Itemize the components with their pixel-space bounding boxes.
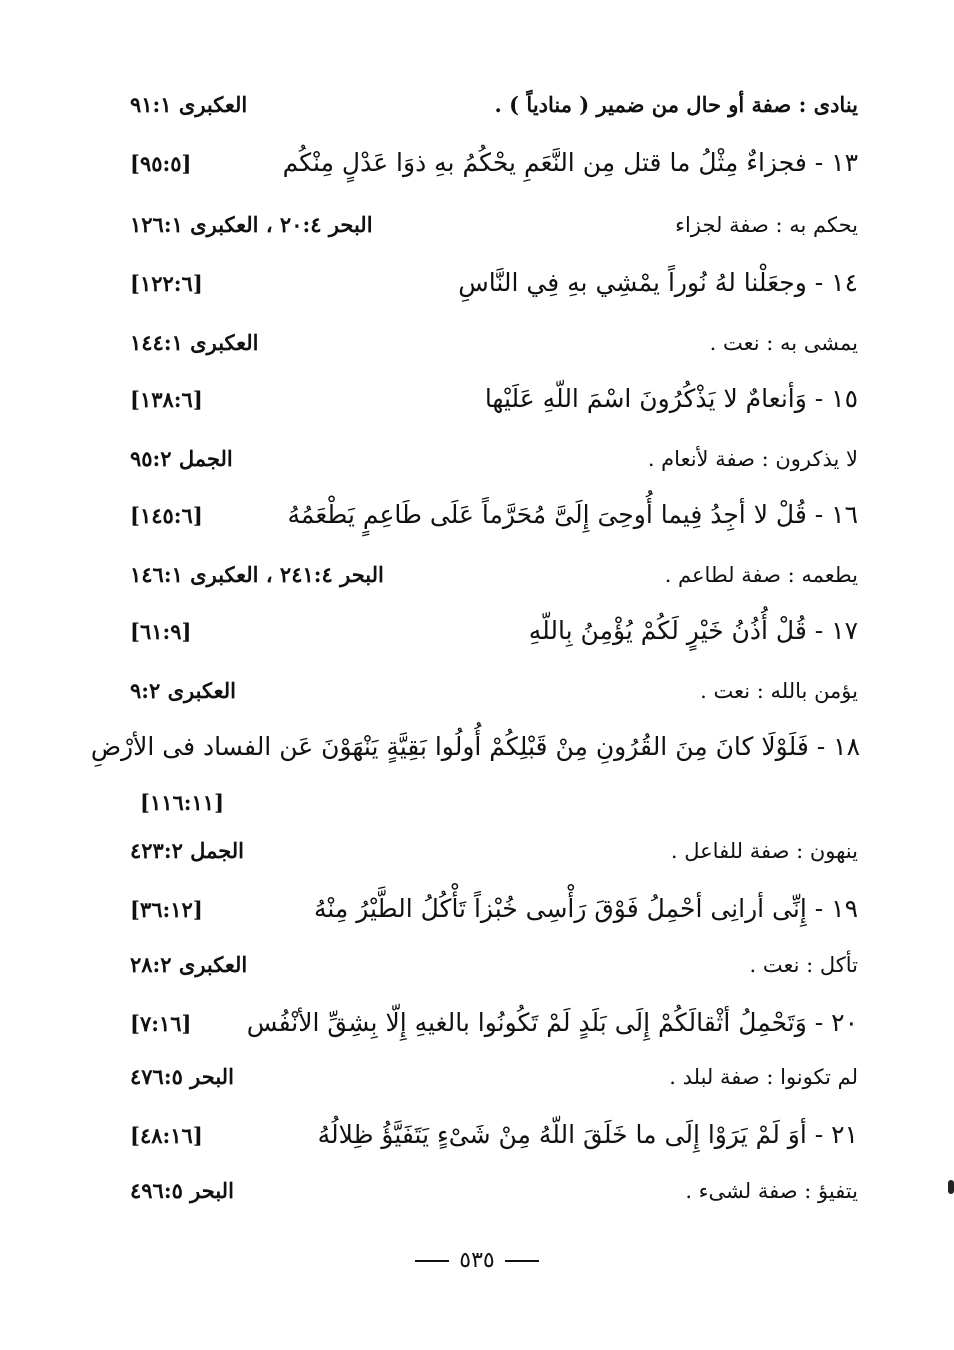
annotation-text: يمشى به : نعت . xyxy=(709,331,858,355)
source-citation: العكبرى ٩:٢ xyxy=(130,678,236,703)
verse-reference: [٩٥:٥] xyxy=(130,151,192,176)
verse-line xyxy=(130,1120,858,1149)
verse-text: ٢١ - أوَ لَمْ يَرَوْا إِلَى ما خَلَقَ اللّهُ مِنْ شَىْءٍ يَتَفَيَّؤُ ظِلالُهُ xyxy=(317,1120,858,1149)
page-number xyxy=(0,1248,954,1273)
annotation-line xyxy=(130,562,858,587)
annotation-text: تأكل : نعت . xyxy=(749,953,858,977)
verse-reference: [١١٦:١١] xyxy=(140,790,225,815)
annotation-line xyxy=(130,330,858,355)
annotation-line xyxy=(130,92,858,117)
verse-line xyxy=(130,1008,858,1037)
annotation-line xyxy=(130,678,858,703)
verse-text: ١٤ - وجعَلْنا لهُ نُوراً يمْشِي بهِ فِي النَّاسِ xyxy=(458,268,858,297)
annotation-text: لا يذكرون : صفة لأنعام . xyxy=(647,447,858,471)
margin-mark xyxy=(948,1180,954,1194)
verse-text: ١٩ - إِنِّى أرانِى أحْمِلُ فَوْقَ رَأْسِى خُبْزاً تَأْكُلُ الطَّيْرُ مِنْهُ xyxy=(313,894,858,923)
verse-line xyxy=(130,616,858,645)
source-citation: الجمل ٤٢٣:٢ xyxy=(130,838,245,863)
verse-text: ١٧ - قُلْ أُذُنُ خَيْرٍ لَكُمْ يُؤْمِنُ بِاللّهِ xyxy=(528,616,858,645)
source-citation: العكبرى ٢٨:٢ xyxy=(130,952,248,977)
verse-line xyxy=(130,148,858,177)
verse-line xyxy=(130,268,858,297)
page-number-text: ٥٣٥ xyxy=(459,1248,495,1273)
verse-reference: [١٢٢:٦] xyxy=(130,271,203,296)
annotation-line xyxy=(130,1178,858,1203)
verse-reference: [٤٨:١٦] xyxy=(130,1123,203,1148)
annotation-text: يطعمه : صفة لطاعم . xyxy=(664,563,858,587)
annotation-line xyxy=(130,838,858,863)
verse-line xyxy=(130,384,858,413)
annotation-text: يتفيؤ : صفة لشىء . xyxy=(685,1179,858,1203)
annotation-text: يؤمن بالله : نعت . xyxy=(700,679,858,703)
source-citation: البحر ٤٩٦:٥ xyxy=(130,1178,234,1203)
verse-reference: [٣٦:١٢] xyxy=(130,897,203,922)
verse-text: ١٨ - فَلَوْلَا كانَ مِنَ القُرُونِ مِنْ قَبْلِكُمْ أُولُوا بَقِيَّةٍ يَنْهَوْنَ عَن الفساد فى الأرْضِ xyxy=(90,732,860,761)
source-citation: العكبرى ٩١:١ xyxy=(130,92,248,117)
annotation-text: ينادى : صفة أو حال من ضمير ( منادياً ) . xyxy=(494,92,858,117)
rule-left xyxy=(505,1260,539,1262)
annotation-text: يحكم به : صفة لجزاء xyxy=(675,213,858,237)
annotation-text: ينهون : صفة للفاعل . xyxy=(670,839,858,863)
verse-text: ١٣ - فجزاءٌ مِثْلُ ما قتل مِن النَّعَمِ يحْكُمُ بهِ ذوَا عَدْلٍ مِنْكُم xyxy=(282,148,858,177)
verse-text: ٢٠ - وَتَحْمِلُ أثْقالَكُمْ إِلَى بَلَدٍ لَمْ تَكُونُوا بالغيهِ إِلّا بِشِقِّ الأنْفُس xyxy=(246,1008,858,1037)
annotation-line xyxy=(130,446,858,471)
rule-right xyxy=(415,1260,449,1262)
verse-line xyxy=(130,500,858,529)
verse-line xyxy=(130,894,858,923)
source-citation: الجمل ٩٥:٢ xyxy=(130,446,233,471)
verse-reference: [١٤٥:٦] xyxy=(130,503,203,528)
source-citation: العكبرى ١٤٤:١ xyxy=(130,330,259,355)
verse-reference: [١٣٨:٦] xyxy=(130,387,203,412)
verse-reference: [٦١:٩] xyxy=(130,619,192,644)
annotation-line xyxy=(130,1064,858,1089)
verse-text: ١٥ - وَأنعامٌ لا يَذْكُرُونَ اسْمَ اللّهِ عَلَيْها xyxy=(484,384,858,413)
source-citation: البحر ٤٧٦:٥ xyxy=(130,1064,234,1089)
source-citation: البحر ٢٤١:٤ ، العكبرى ١٤٦:١ xyxy=(130,562,384,587)
verse-reference: [٧:١٦] xyxy=(130,1011,192,1036)
source-citation: البحر ٢٠:٤ ، العكبرى ١٢٦:١ xyxy=(130,212,373,237)
annotation-text: لم تكونوا : صفة لبلد . xyxy=(669,1065,858,1089)
annotation-line xyxy=(130,952,858,977)
verse-text: ١٦ - قُلْ لا أجِدُ فِيما أُوحِىَ إِلَىَّ مُحَرَّماً عَلَى طَاعِمٍ يَطْعَمُهُ xyxy=(287,500,858,529)
annotation-line xyxy=(130,212,858,237)
